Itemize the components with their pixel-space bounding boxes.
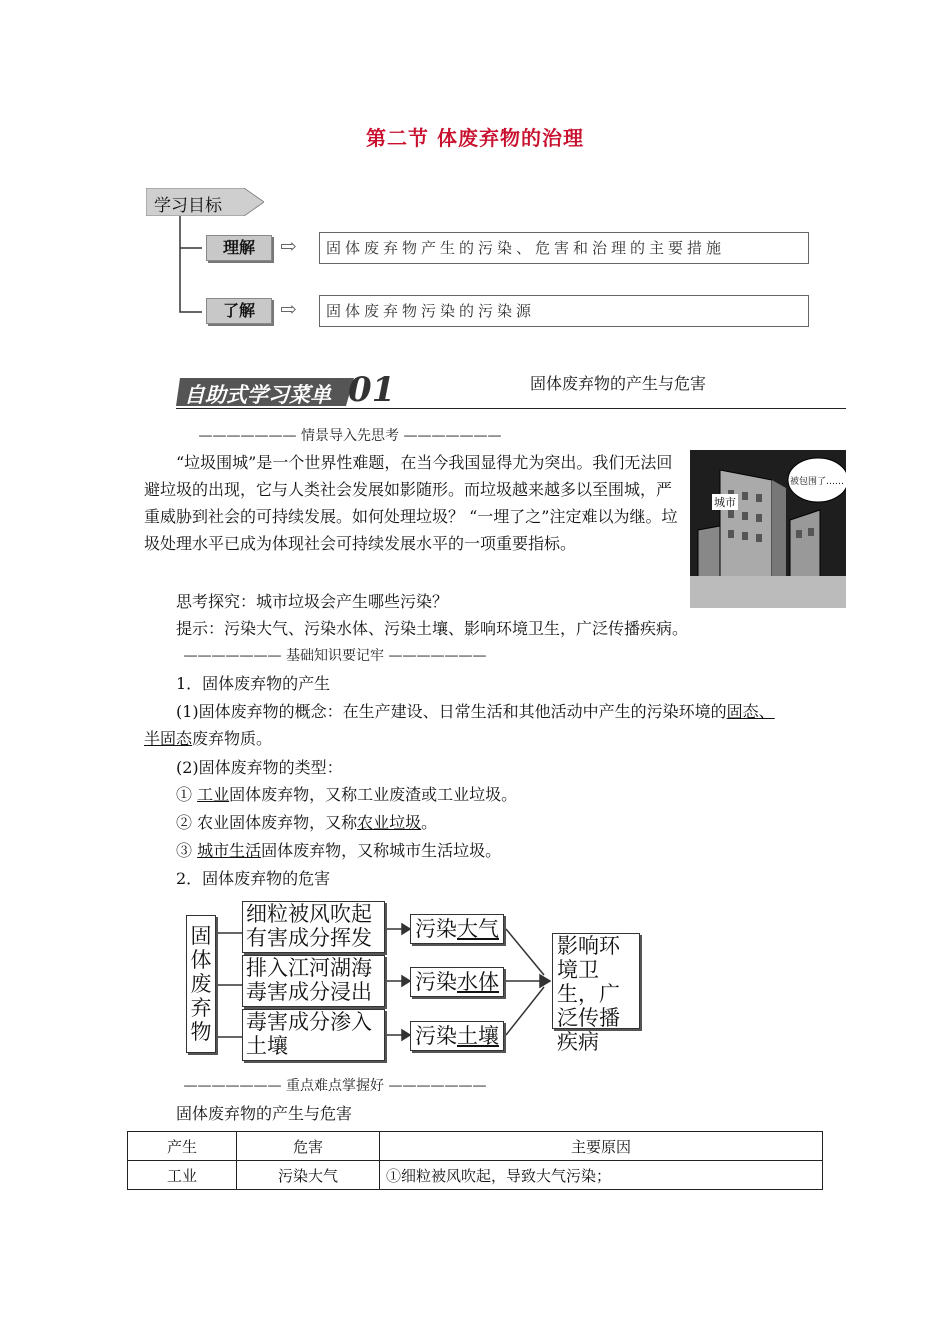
divider-intro: ——————— 情景导入先思考 ——————— bbox=[198, 428, 502, 444]
diagram-effect-soil bbox=[410, 1021, 504, 1051]
knowledge-heading-2: 2．固体废弃物的危害 bbox=[176, 869, 331, 888]
effect-soil-prefix: 污染 bbox=[415, 1024, 457, 1048]
banner-number: 01 bbox=[348, 370, 396, 410]
diagram-cause-2: 排入江河湖海毒害成分浸出 bbox=[242, 955, 385, 1007]
arrow-icon: ⇨ bbox=[280, 297, 297, 321]
table-header-row bbox=[128, 1132, 823, 1161]
type-3 bbox=[176, 837, 501, 864]
type-3-prefix: ③ bbox=[176, 841, 198, 860]
table-header-cell: 危害 bbox=[237, 1132, 380, 1161]
table-header-cell: 产生 bbox=[128, 1132, 237, 1161]
table-cell: 污染大气 bbox=[237, 1161, 380, 1190]
arrow-icon: ⇨ bbox=[280, 234, 297, 258]
effect-water-prefix: 污染 bbox=[415, 970, 457, 994]
diagram-cause-3: 毒害成分渗入土壤 bbox=[242, 1009, 385, 1061]
hint-answer: 提示：污染大气、污染水体、污染土壤、影响环境卫生，广泛传播疾病。 bbox=[176, 619, 689, 638]
effect-water-answer: 水体 bbox=[457, 970, 499, 994]
diagram-source-box: 固体废弃物 bbox=[186, 915, 216, 1053]
type-2 bbox=[176, 809, 437, 836]
effect-air-answer: 大气 bbox=[457, 917, 499, 941]
type-2-answer: 农业垃圾 bbox=[357, 813, 422, 832]
table-cell: ①细粒被风吹起，导致大气污染； bbox=[380, 1161, 823, 1190]
type-1 bbox=[176, 781, 517, 808]
section-heading: 固体废弃物的产生与危害 bbox=[530, 374, 707, 393]
definition-line-2 bbox=[144, 725, 272, 752]
diagram-result-box: 影响环境卫生，广泛传播疾病 bbox=[552, 933, 640, 1029]
definition-text-b: 废弃物质。 bbox=[192, 729, 273, 748]
goal-level-understand: 理解 bbox=[206, 235, 272, 261]
goal-text-know: 固体废弃物污染的污染源 bbox=[319, 295, 809, 327]
goals-tag bbox=[146, 188, 264, 216]
type-1-prefix: ① bbox=[176, 785, 198, 804]
types-heading: (2)固体废弃物的类型： bbox=[176, 758, 343, 777]
diagram-effect-air bbox=[410, 914, 504, 944]
goal-text-understand: 固体废弃物产生的污染、危害和治理的主要措施 bbox=[319, 232, 809, 264]
definition-line-1 bbox=[176, 698, 775, 725]
think-question: 思考探究：城市垃圾会产生哪些污染？ bbox=[176, 592, 449, 611]
table-header-cell: 主要原因 bbox=[380, 1132, 823, 1161]
definition-answer-2: 半固态 bbox=[144, 729, 193, 748]
type-3-text: 固体废弃物，又称城市生活垃圾。 bbox=[261, 841, 502, 860]
speech-bubble: 被包围了…… bbox=[790, 477, 845, 487]
divider-key-points: ——————— 重点难点掌握好 ——————— bbox=[183, 1078, 487, 1094]
goal-level-know: 了解 bbox=[206, 298, 272, 324]
divider-knowledge: ——————— 基础知识要记牢 ——————— bbox=[183, 648, 487, 664]
goals-tree-lines bbox=[150, 216, 210, 316]
goals-tag-label: 学习目标 bbox=[154, 196, 222, 216]
banner-label: 自助式学习菜单 bbox=[184, 383, 331, 407]
effect-air-prefix: 污染 bbox=[415, 917, 457, 941]
table-heading: 固体废弃物的产生与危害 bbox=[176, 1104, 353, 1123]
table-cell: 工业 bbox=[128, 1161, 237, 1190]
type-2-prefix: ② 农业固体废弃物，又称 bbox=[176, 813, 358, 832]
intro-paragraph: “垃圾围城”是一个世界性难题，在当今我国显得尤为突出。我们无法回避垃圾的出现，它与人类社会发展如影随形。而垃圾越来越多以至围城，严重威胁到社会的可持续发展。如何处理垃圾？ “一埋了之”注定难以为继。垃圾处理水平已成为体现社会可持续发展水平的一项重要指标。 bbox=[144, 453, 678, 553]
type-3-answer: 城市生活 bbox=[197, 841, 262, 860]
section-rule bbox=[176, 408, 846, 409]
effect-soil-answer: 土壤 bbox=[457, 1024, 499, 1048]
type-1-answer: 工业 bbox=[197, 785, 230, 804]
knowledge-heading-1: 1．固体废弃物的产生 bbox=[176, 674, 331, 693]
type-1-text: 固体废弃物，又称工业废渣或工业垃圾。 bbox=[229, 785, 518, 804]
hazard-table bbox=[127, 1131, 823, 1190]
definition-answer-1: 固态、 bbox=[726, 702, 775, 721]
table-row bbox=[128, 1161, 823, 1190]
city-sign: 城市 bbox=[714, 496, 736, 509]
diagram-effect-water bbox=[410, 967, 504, 997]
type-2-text: 。 bbox=[421, 813, 438, 832]
section-banner bbox=[176, 370, 396, 410]
definition-text-a: (1)固体废弃物的概念：在生产建设、日常生活和其他活动中产生的污染环境的 bbox=[176, 702, 727, 721]
diagram-cause-1: 细粒被风吹起有害成分挥发 bbox=[242, 901, 385, 953]
page-title: 第二节 体废弃物的治理 bbox=[366, 126, 584, 150]
city-garbage-illustration bbox=[690, 450, 846, 608]
